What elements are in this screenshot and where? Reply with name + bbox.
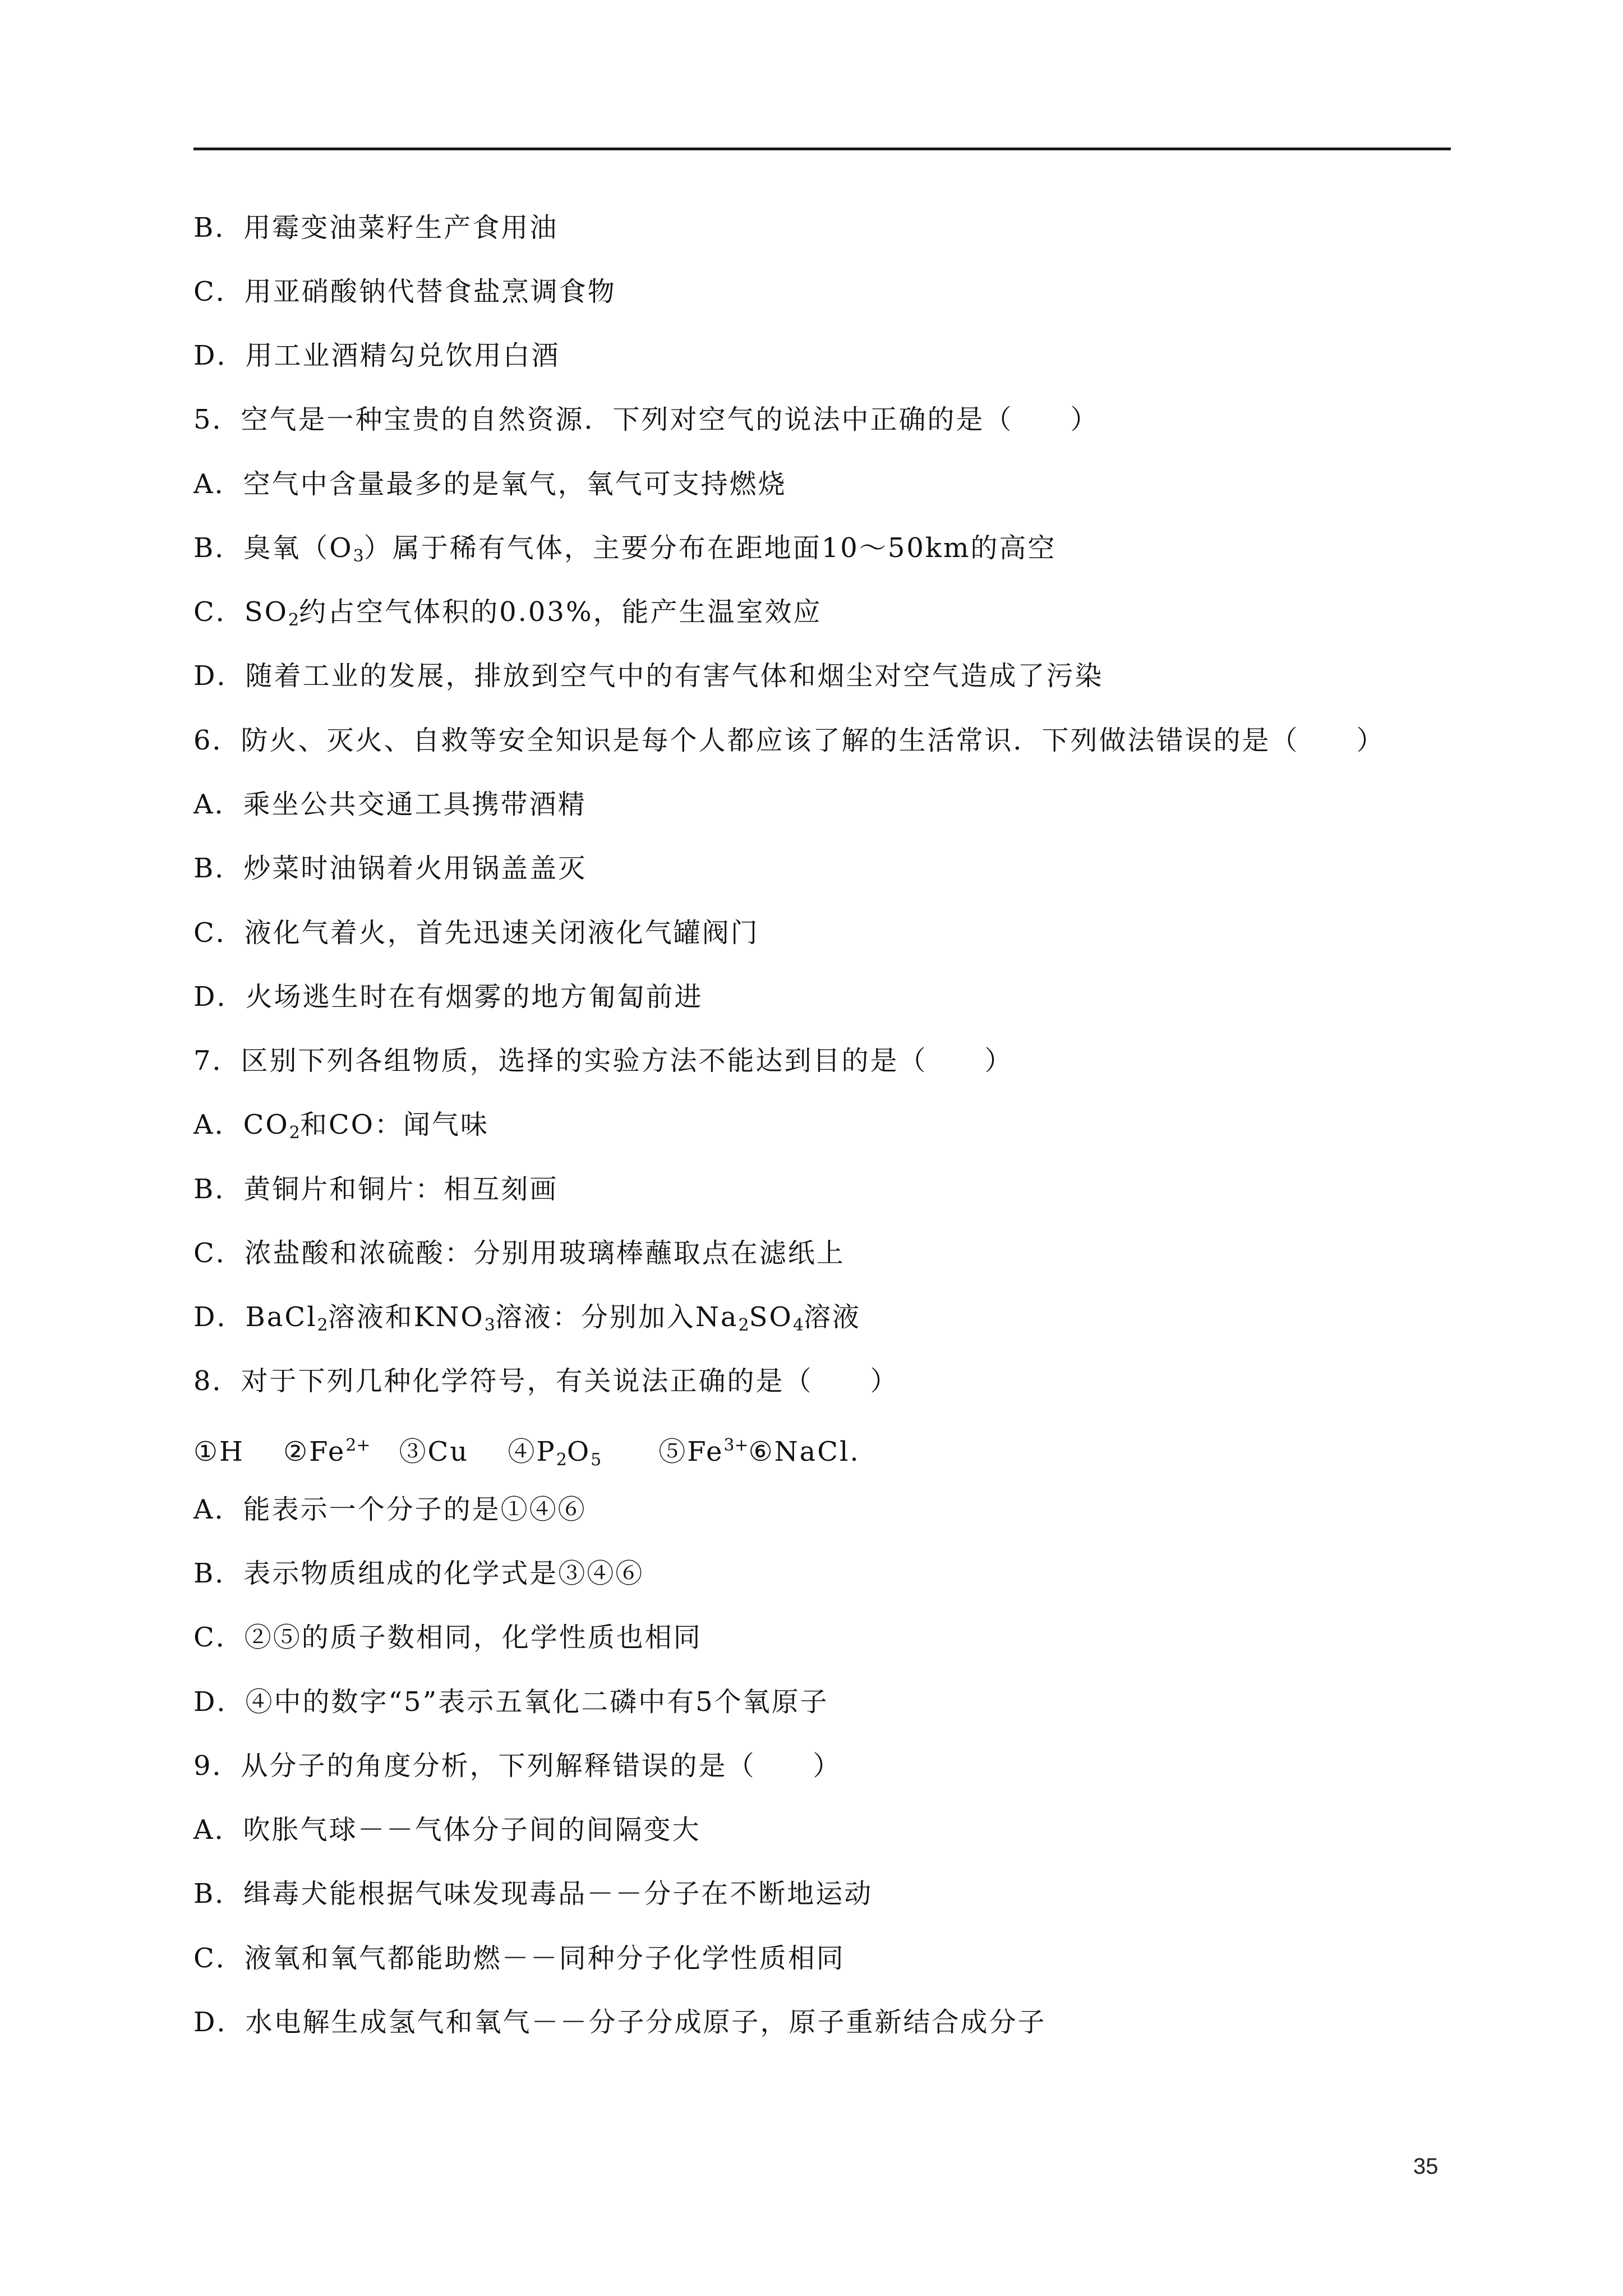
option-9d: D．水电解生成氢气和氧气－－分子分成原子，原子重新结合成分子 <box>193 2007 1046 2038</box>
question-8-symbols: ①H $②Fe^{2+}$ ③Cu $④P_2O_5$ $⑤Fe^{3+}⑥NaCl$. <box>193 1435 860 1470</box>
question-6: 6．防火、灭火、自救等安全知识是每个人都应该了解的生活常识．下列做法错误的是（ ） <box>193 725 1385 756</box>
option-5b: B．臭氧$(O_3)$属于稀有气体，主要分布在距地面10～50km的高空 <box>193 532 1057 566</box>
page-number: 35 <box>1413 2154 1438 2179</box>
option-4c: C．用亚硝酸钠代替食盐烹调食物 <box>193 276 616 307</box>
option-9b: B．缉毒犬能根据气味发现毒品－－分子在不断地运动 <box>193 1878 873 1910</box>
option-4b: B．用霉变油菜籽生产食用油 <box>193 212 559 243</box>
option-5c: C．$SO_2$约占空气体积的0.03%，能产生温室效应 <box>193 596 822 630</box>
question-5: 5．空气是一种宝贵的自然资源．下列对空气的说法中正确的是（ ） <box>193 404 1099 435</box>
option-9a: A．吹胀气球－－气体分子间的间隔变大 <box>193 1814 701 1846</box>
option-4d: D．用工业酒精勾兑饮用白酒 <box>193 340 560 371</box>
question-8: 8．对于下列几种化学符号，有关说法正确的是（ ） <box>193 1365 899 1397</box>
option-9c: C．液氧和氧气都能助燃－－同种分子化学性质相同 <box>193 1943 845 1974</box>
option-6b: B．炒菜时油锅着火用锅盖盖灭 <box>193 853 587 884</box>
option-6c: C．液化气着火，首先迅速关闭液化气罐阀门 <box>193 917 759 949</box>
option-7d: D．BaCl$_2$溶液和$KNO_3$溶液：分别加入$Na_2SO_4$溶液 <box>193 1301 861 1335</box>
option-7c: C．浓盐酸和浓硫酸：分别用玻璃棒蘸取点在滤纸上 <box>193 1237 845 1269</box>
option-7a: A．$CO_2$和CO：闻气味 <box>193 1109 489 1143</box>
question-7: 7．区别下列各组物质，选择的实验方法不能达到目的是（ ） <box>193 1045 1013 1076</box>
option-6a: A．乘坐公共交通工具携带酒精 <box>193 789 587 820</box>
option-8d: D．④中的数字“5”表示五氧化二磷中有5个氧原子 <box>193 1686 829 1718</box>
option-8b: B．表示物质组成的化学式是③④⑥ <box>193 1558 644 1589</box>
question-text <box>193 0 1451 2296</box>
option-7b: B．黄铜片和铜片：相互刻画 <box>193 1174 559 1205</box>
option-8c: C．②⑤的质子数相同，化学性质也相同 <box>193 1622 702 1653</box>
option-6d: D．火场逃生时在有烟雾的地方匍匐前进 <box>193 981 703 1013</box>
option-8a: A．能表示一个分子的是①④⑥ <box>193 1494 587 1525</box>
option-5a: A．空气中含量最多的是氧气，氧气可支持燃烧 <box>193 468 787 500</box>
question-9: 9．从分子的角度分析，下列解释错误的是（ ） <box>193 1750 842 1782</box>
option-5d: D．随着工业的发展，排放到空气中的有害气体和烟尘对空气造成了污染 <box>193 660 1104 692</box>
